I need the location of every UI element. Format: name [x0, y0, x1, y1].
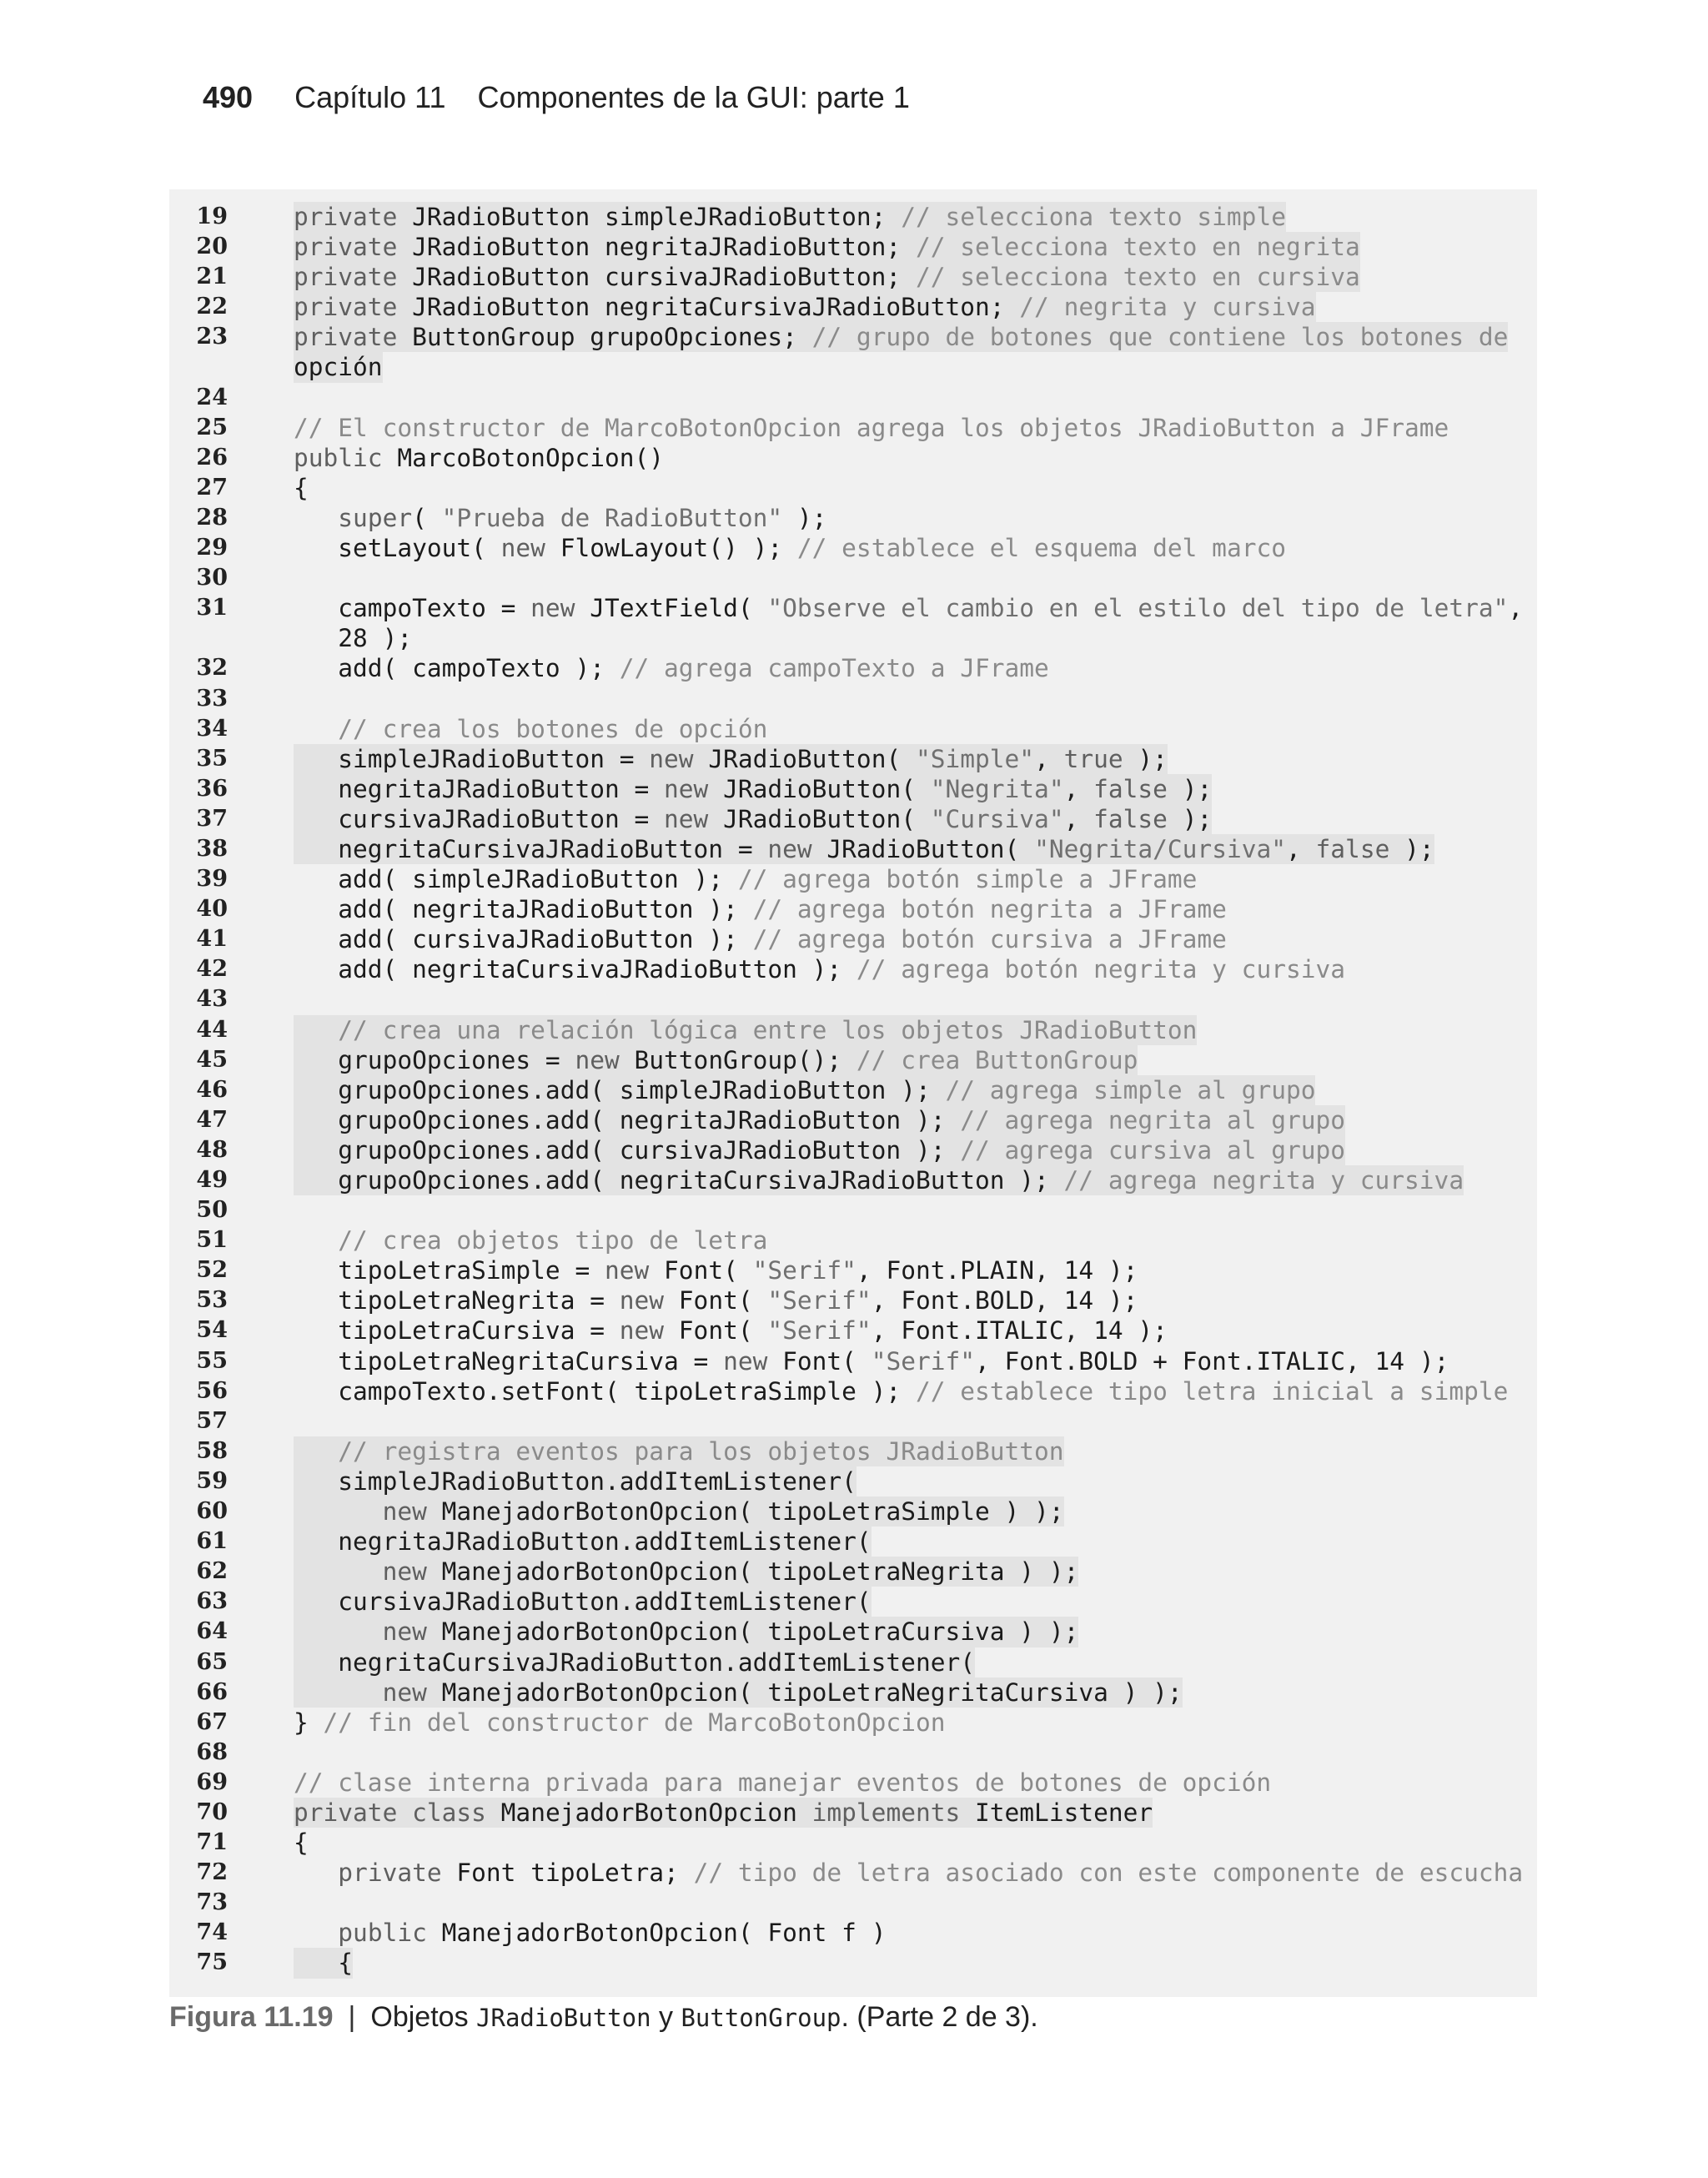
- code-line: [169, 1135, 1537, 1165]
- code-line: [169, 1617, 1537, 1647]
- line-number: 63: [196, 1588, 228, 1615]
- line-number: 52: [196, 1257, 228, 1284]
- line-number: 20: [196, 234, 228, 260]
- code-line: [169, 1527, 1537, 1557]
- line-number: 57: [196, 1407, 228, 1434]
- line-number: 74: [196, 1919, 228, 1946]
- line-number: 72: [196, 1859, 228, 1886]
- code-line: [169, 834, 1537, 864]
- chapter-title: Componentes de la GUI: parte 1: [477, 80, 910, 114]
- code-line: [169, 413, 1537, 443]
- code-text: simpleJRadioButton.addItemListener(: [294, 1466, 857, 1496]
- code-line: [169, 1557, 1537, 1587]
- line-number: 31: [196, 595, 228, 621]
- line-number: 30: [196, 565, 228, 591]
- code-text: private JRadioButton negritaCursivaJRadioButton; // negrita y cursiva: [294, 293, 1316, 322]
- line-number: 38: [196, 835, 228, 862]
- line-number: 60: [196, 1498, 228, 1525]
- line-number: 27: [196, 474, 228, 500]
- code-line: [169, 714, 1537, 744]
- line-number: 23: [196, 324, 228, 350]
- line-number: 54: [196, 1317, 228, 1344]
- code-line: [169, 503, 1537, 533]
- code-text: grupoOpciones = new ButtonGroup(); // crea ButtonGroup: [294, 1045, 1138, 1074]
- line-number: 42: [196, 956, 228, 983]
- caption-text-before: Objetos: [370, 2001, 469, 2033]
- line-number: 22: [196, 294, 228, 320]
- code-line: [169, 1918, 1537, 1948]
- line-number: 34: [196, 715, 228, 742]
- code-line: [169, 1285, 1537, 1315]
- code-text: private ButtonGroup grupoOpciones; // grupo de botones que contiene los botones de: [294, 323, 1509, 352]
- line-number: 43: [196, 986, 228, 1013]
- code-line: [169, 744, 1537, 774]
- code-text: } // fin del constructor de MarcoBotonOpcion: [294, 1708, 946, 1737]
- code-text: add( negritaJRadioButton ); // agrega botón negrita a JFrame: [294, 895, 1227, 924]
- code-listing: [169, 189, 1537, 1997]
- code-text: cursivaJRadioButton.addItemListener(: [294, 1587, 872, 1617]
- code-text: add( negritaCursivaJRadioButton ); // agrega botón negrita y cursiva: [294, 955, 1346, 984]
- code-text: new ManejadorBotonOpcion( tipoLetraCursiva ) );: [294, 1617, 1078, 1647]
- code-line: [169, 894, 1537, 924]
- line-number: 35: [196, 745, 228, 772]
- code-text: public ManejadorBotonOpcion( Font f ): [338, 1919, 887, 1948]
- line-number: 61: [196, 1528, 228, 1555]
- line-number: 71: [196, 1829, 228, 1856]
- code-line: [169, 1225, 1537, 1255]
- code-line: [169, 1255, 1537, 1285]
- line-number: 66: [196, 1678, 228, 1705]
- code-text: tipoLetraCursiva = new Font( "Serif", Font.ITALIC, 14 );: [294, 1316, 1168, 1346]
- code-line: [169, 623, 1537, 653]
- line-number: 37: [196, 805, 228, 832]
- line-number: 21: [196, 264, 228, 290]
- code-text: new ManejadorBotonOpcion( tipoLetraNegritaCursiva ) );: [294, 1678, 1183, 1708]
- code-line: [169, 1406, 1537, 1436]
- code-line: [169, 1948, 1537, 1978]
- code-text: tipoLetraNegritaCursiva = new Font( "Serif", Font.BOLD + Font.ITALIC, 14 );: [294, 1346, 1449, 1376]
- code-line: [169, 984, 1537, 1014]
- code-text: grupoOpciones.add( negritaCursivaJRadioButton ); // agrega negrita y cursiva: [294, 1166, 1464, 1195]
- code-line: [169, 864, 1537, 894]
- code-text: negritaCursivaJRadioButton.addItemListener(: [294, 1647, 975, 1677]
- code-text: {: [294, 473, 309, 502]
- line-number: 39: [196, 866, 228, 893]
- line-number: 41: [196, 926, 228, 953]
- caption-separator: |: [348, 2001, 356, 2033]
- line-number: 75: [196, 1949, 228, 1976]
- code-line: [169, 1496, 1537, 1527]
- code-text: cursivaJRadioButton = new JRadioButton( "Cursiva", false );: [294, 804, 1213, 833]
- line-number: 51: [196, 1227, 228, 1254]
- code-line: [169, 1346, 1537, 1376]
- code-text: campoTexto = new JTextField( "Observe el cambio en el estilo del tipo de letra",: [294, 594, 1524, 623]
- code-line: [169, 684, 1537, 714]
- code-text: // crea los botones de opción: [338, 714, 768, 743]
- code-line: [169, 473, 1537, 503]
- line-number: 25: [196, 414, 228, 440]
- code-text: private Font tipoLetra; // tipo de letra asociado con este componente de escucha: [338, 1859, 1524, 1888]
- line-number: 70: [196, 1798, 228, 1825]
- code-text: 28 );: [294, 624, 413, 653]
- line-number: 58: [196, 1437, 228, 1464]
- line-number: 24: [196, 384, 228, 410]
- code-line: [169, 653, 1537, 683]
- line-number: 65: [196, 1648, 228, 1675]
- line-number: 67: [196, 1708, 228, 1735]
- code-line: [169, 1828, 1537, 1858]
- code-line: [169, 322, 1537, 352]
- line-number: 47: [196, 1106, 228, 1133]
- code-line: [169, 533, 1537, 563]
- code-text: private class ManejadorBotonOpcion implements ItemListener: [294, 1798, 1153, 1827]
- code-line: [169, 443, 1537, 473]
- code-line: [169, 954, 1537, 984]
- code-line: [169, 383, 1537, 413]
- caption-code-buttongroup: ButtonGroup: [681, 2004, 841, 2032]
- code-line: [169, 1647, 1537, 1678]
- code-text: add( cursivaJRadioButton ); // agrega botón cursiva a JFrame: [294, 925, 1227, 954]
- code-line: [169, 924, 1537, 954]
- code-line: [169, 1105, 1537, 1135]
- line-number: 49: [196, 1167, 228, 1193]
- chapter-label: Capítulo 11: [294, 80, 446, 114]
- code-line: [169, 1738, 1537, 1768]
- code-line: [169, 1768, 1537, 1798]
- caption-connector: y: [659, 2001, 673, 2033]
- code-text: add( simpleJRadioButton ); // agrega botón simple a JFrame: [294, 865, 1198, 894]
- figure-label: Figura 11.19: [169, 2001, 334, 2033]
- line-number: 59: [196, 1467, 228, 1494]
- code-line: [169, 1587, 1537, 1617]
- code-lines: [169, 202, 1537, 1979]
- code-line: [169, 1165, 1537, 1195]
- code-line: [169, 262, 1537, 292]
- line-number: 33: [196, 685, 228, 712]
- line-number: 46: [196, 1076, 228, 1103]
- code-line: [169, 593, 1537, 623]
- line-number: 56: [196, 1377, 228, 1404]
- code-text: simpleJRadioButton = new JRadioButton( "Simple", true );: [294, 744, 1168, 773]
- line-number: 32: [196, 655, 228, 682]
- line-number: 44: [196, 1016, 228, 1043]
- code-text: grupoOpciones.add( negritaJRadioButton ); // agrega negrita al grupo: [294, 1105, 1346, 1134]
- line-number: 68: [196, 1738, 228, 1765]
- code-text: // registra eventos para los objetos JRadioButton: [294, 1436, 1064, 1466]
- line-number: 28: [196, 504, 228, 531]
- code-text: tipoLetraNegrita = new Font( "Serif", Font.BOLD, 14 );: [294, 1286, 1138, 1315]
- code-line: [169, 1015, 1537, 1045]
- line-number: 29: [196, 535, 228, 561]
- code-line: [169, 1708, 1537, 1738]
- line-number: 73: [196, 1889, 228, 1916]
- code-line: [169, 232, 1537, 262]
- line-number: 26: [196, 444, 228, 470]
- code-line: [169, 563, 1537, 593]
- code-line: [169, 1888, 1537, 1918]
- line-number: 53: [196, 1287, 228, 1314]
- code-text: add( campoTexto ); // agrega campoTexto a JFrame: [294, 654, 1049, 683]
- page-number: 490: [203, 80, 254, 114]
- code-text: new ManejadorBotonOpcion( tipoLetraSimple ) );: [294, 1496, 1064, 1527]
- page-header: [203, 80, 910, 115]
- line-number: 19: [196, 204, 228, 229]
- code-text: new ManejadorBotonOpcion( tipoLetraNegrita ) );: [294, 1557, 1078, 1587]
- line-number: 48: [196, 1136, 228, 1163]
- code-text: campoTexto.setFont( tipoLetraSimple ); // establece tipo letra inicial a simple: [294, 1376, 1509, 1406]
- code-text: tipoLetraSimple = new Font( "Serif", Font.PLAIN, 14 );: [294, 1256, 1138, 1285]
- code-text: private JRadioButton negritaJRadioButton; // selecciona texto en negrita: [294, 233, 1360, 262]
- code-text: negritaJRadioButton = new JRadioButton( "Negrita", false );: [294, 774, 1213, 803]
- line-number: 36: [196, 775, 228, 802]
- line-number: 64: [196, 1618, 228, 1645]
- code-text: private JRadioButton cursivaJRadioButton; // selecciona texto en cursiva: [294, 263, 1360, 292]
- code-text: {: [294, 1949, 354, 1978]
- code-text: negritaJRadioButton.addItemListener(: [294, 1527, 872, 1557]
- code-line: [169, 804, 1537, 834]
- code-line: [169, 1858, 1537, 1888]
- code-line: [169, 292, 1537, 322]
- code-text: private JRadioButton simpleJRadioButton; // selecciona texto simple: [294, 203, 1286, 231]
- code-line: [169, 1045, 1537, 1075]
- figure-caption: [169, 2001, 1038, 2034]
- code-line: [169, 202, 1537, 232]
- code-text: setLayout( new FlowLayout() ); // establece el esquema del marco: [294, 534, 1286, 563]
- caption-text-after: . (Parte 2 de 3).: [841, 2001, 1038, 2033]
- code-line: [169, 1798, 1537, 1828]
- code-line: [169, 1466, 1537, 1496]
- code-text: public MarcoBotonOpcion(): [294, 443, 665, 472]
- code-text: grupoOpciones.add( simpleJRadioButton ); // agrega simple al grupo: [294, 1075, 1316, 1104]
- code-text: {: [294, 1828, 309, 1858]
- line-number: 69: [196, 1768, 228, 1795]
- line-number: 62: [196, 1558, 228, 1585]
- caption-code-jradiobutton: JRadioButton: [476, 2004, 651, 2032]
- code-text: negritaCursivaJRadioButton = new JRadioButton( "Negrita/Cursiva", false );: [294, 834, 1434, 863]
- code-text: // crea objetos tipo de letra: [338, 1226, 768, 1255]
- code-line: [169, 1376, 1537, 1406]
- code-text: // crea una relación lógica entre los objetos JRadioButton: [294, 1015, 1197, 1045]
- code-text: grupoOpciones.add( cursivaJRadioButton ); // agrega cursiva al grupo: [294, 1135, 1346, 1164]
- line-number: 55: [196, 1347, 228, 1374]
- code-line: [169, 774, 1537, 804]
- code-text: // clase interna privada para manejar eventos de botones de opción: [294, 1768, 1272, 1797]
- code-line: [169, 1075, 1537, 1105]
- code-line: [169, 1315, 1537, 1346]
- line-number: 50: [196, 1197, 228, 1224]
- line-number: 40: [196, 896, 228, 923]
- line-number: 45: [196, 1046, 228, 1073]
- code-text: // El constructor de MarcoBotonOpcion agrega los objetos JRadioButton a JFrame: [294, 413, 1449, 442]
- code-line: [169, 1678, 1537, 1708]
- code-text: opción: [294, 353, 383, 382]
- code-line: [169, 1436, 1537, 1466]
- code-line: [169, 352, 1537, 382]
- code-line: [169, 1195, 1537, 1225]
- code-text: super( "Prueba de RadioButton" );: [338, 503, 827, 532]
